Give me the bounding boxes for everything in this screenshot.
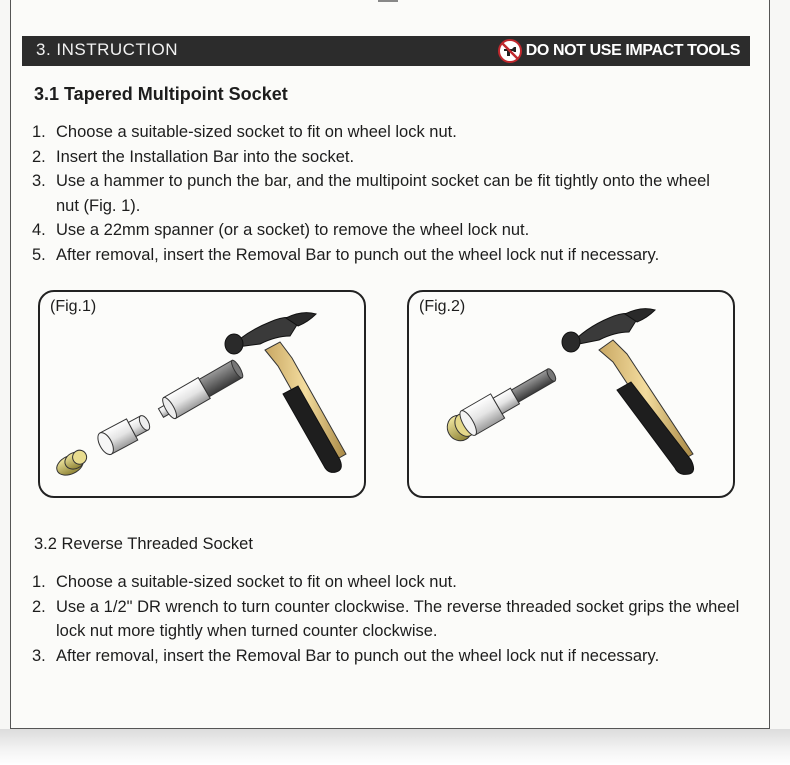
section-header-title: 3. INSTRUCTION <box>36 40 179 59</box>
list-item: 1. Choose a suitable-sized socket to fit on wheel lock nut. <box>32 123 457 141</box>
section-1-title: 3.1 Tapered Multipoint Socket <box>34 84 288 104</box>
no-impact-tool-icon <box>498 39 522 63</box>
warning-text: DO NOT USE IMPACT TOOLS <box>525 42 740 59</box>
list-item: 4. Use a 22mm spanner (or a socket) to remove the wheel lock nut. <box>32 221 530 239</box>
figure-2-assembled-socket <box>407 290 735 498</box>
section-2-steps <box>32 570 762 668</box>
hammer <box>562 309 694 475</box>
impact-tools-warning <box>498 39 740 63</box>
list-item: 2. Use a 1/2" DR wrench to turn counter clockwise. The reverse threaded socket grips the wheel lock nut more tightly when turned counter clockwise. <box>32 597 740 640</box>
assembled-socket-and-bar <box>442 361 561 446</box>
section-1-steps <box>32 120 762 267</box>
list-item: 2. Insert the Installation Bar into the socket. <box>32 147 355 166</box>
section-header-bar <box>22 36 750 66</box>
hammer <box>225 313 346 473</box>
figure-1-exploded-socket <box>38 290 366 498</box>
scan-shadow <box>0 729 790 765</box>
figure-2-label: (Fig.2) <box>419 298 466 315</box>
list-item: 1. Choose a suitable-sized socket to fit on wheel lock nut. <box>32 573 457 591</box>
wheel-lock-nut <box>53 448 91 479</box>
section-2-title: 3.2 Reverse Threaded Socket <box>34 535 253 553</box>
figure-2-illustration <box>409 292 733 496</box>
figure-1-label: (Fig.1) <box>50 298 97 315</box>
list-item: 3. After removal, insert the Removal Bar to punch out the wheel lock nut if necessary. <box>32 646 660 665</box>
multipoint-socket <box>95 410 154 457</box>
list-item: 5. After removal, insert the Removal Bar to punch out the wheel lock nut if necessary. <box>32 245 660 264</box>
installation-bar <box>155 357 246 423</box>
figure-1-illustration <box>40 292 364 496</box>
page-edge-mark <box>378 0 398 5</box>
list-item: 3. Use a hammer to punch the bar, and the multipoint socket can be fit tightly onto the wheel nut (Fig. 1). <box>32 172 710 215</box>
